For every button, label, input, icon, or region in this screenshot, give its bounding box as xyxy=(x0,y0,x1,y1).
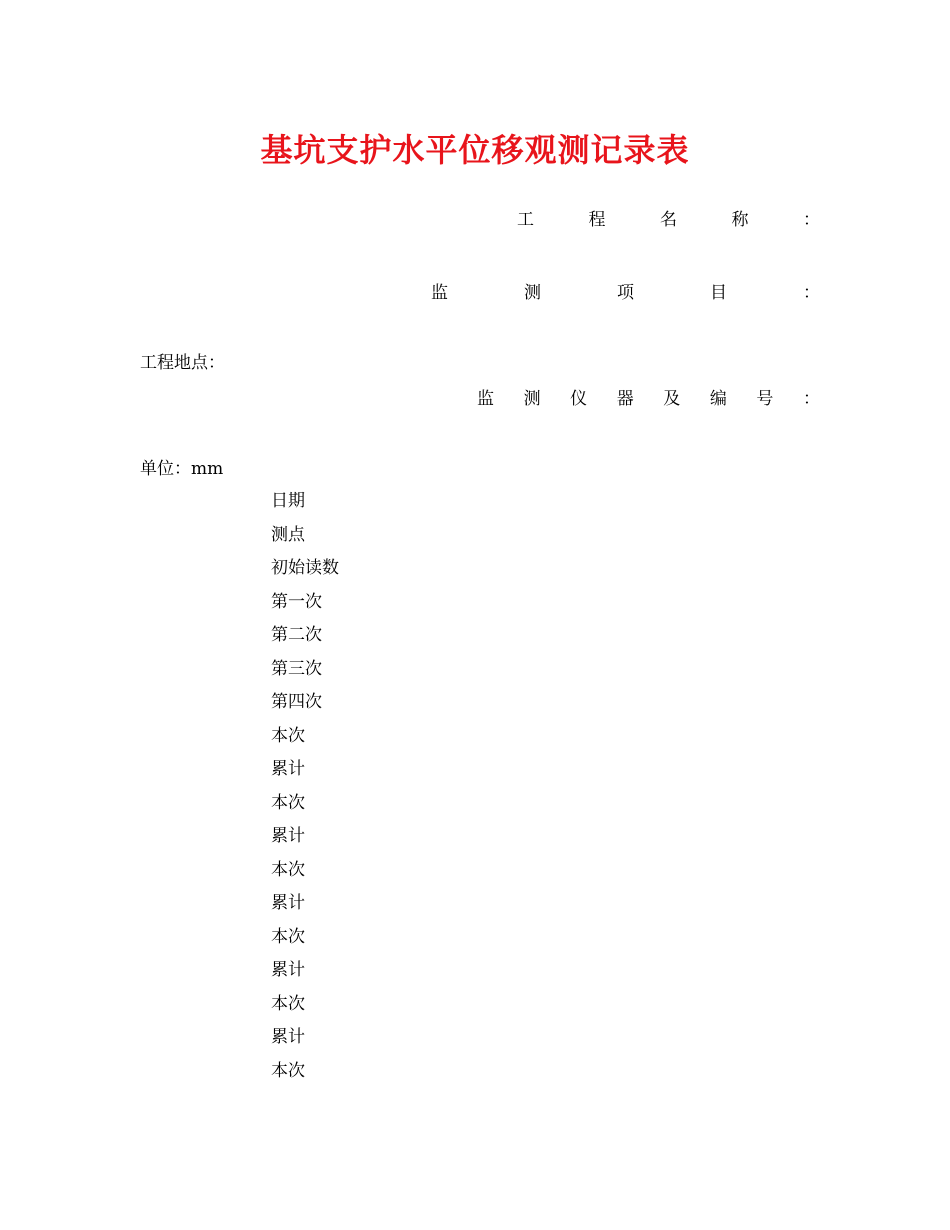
project-name-char: ： xyxy=(803,210,820,230)
row-label-point: 测点 xyxy=(271,524,305,545)
instrument-char: 器 xyxy=(616,389,634,409)
row-label-initial: 初始读数 xyxy=(271,558,339,578)
record-row-labels xyxy=(271,489,339,1092)
row-label-fourth: 第四次 xyxy=(271,692,322,712)
project-name-label xyxy=(517,208,820,232)
row-label-current: 本次 xyxy=(271,993,305,1014)
row-label-cumulative: 累计 xyxy=(271,759,305,779)
row-label-third: 第三次 xyxy=(271,658,322,679)
project-location-label: 工程地点： xyxy=(140,353,225,373)
row-label-current: 本次 xyxy=(271,1060,305,1081)
project-name-char: 称 xyxy=(731,210,749,230)
row-label-first: 第一次 xyxy=(271,591,322,612)
row-label-cumulative: 累计 xyxy=(271,893,305,913)
instrument-label xyxy=(477,387,820,411)
row-label-current: 本次 xyxy=(271,926,305,947)
project-name-char: 名 xyxy=(660,210,677,230)
row-label-cumulative: 累计 xyxy=(271,960,305,980)
instrument-char: 监 xyxy=(477,389,494,409)
row-label-date: 日期 xyxy=(271,491,305,511)
monitor-item-label xyxy=(431,281,820,305)
document-title: 基坑支护水平位移观测记录表 xyxy=(260,131,690,169)
project-name-char: 工 xyxy=(517,210,534,230)
monitor-item-char: 项 xyxy=(617,283,634,303)
instrument-char: 号 xyxy=(756,389,774,409)
monitor-item-char: 测 xyxy=(524,283,541,303)
row-label-second: 第二次 xyxy=(271,625,322,645)
row-label-current: 本次 xyxy=(271,792,305,813)
monitor-item-char: 目 xyxy=(710,283,727,303)
monitor-item-char: ： xyxy=(803,283,820,303)
row-label-cumulative: 累计 xyxy=(271,1027,305,1047)
instrument-char: ： xyxy=(802,389,820,409)
unit-label: 单位：mm xyxy=(140,459,224,479)
instrument-char: 仪 xyxy=(570,389,588,409)
monitor-item-char: 监 xyxy=(431,283,448,303)
instrument-char: 编 xyxy=(709,389,727,409)
row-label-current: 本次 xyxy=(271,725,305,746)
project-name-char: 程 xyxy=(588,210,606,230)
instrument-char: 及 xyxy=(663,389,681,409)
row-label-current: 本次 xyxy=(271,859,305,880)
instrument-char: 测 xyxy=(523,389,541,409)
row-label-cumulative: 累计 xyxy=(271,826,305,846)
